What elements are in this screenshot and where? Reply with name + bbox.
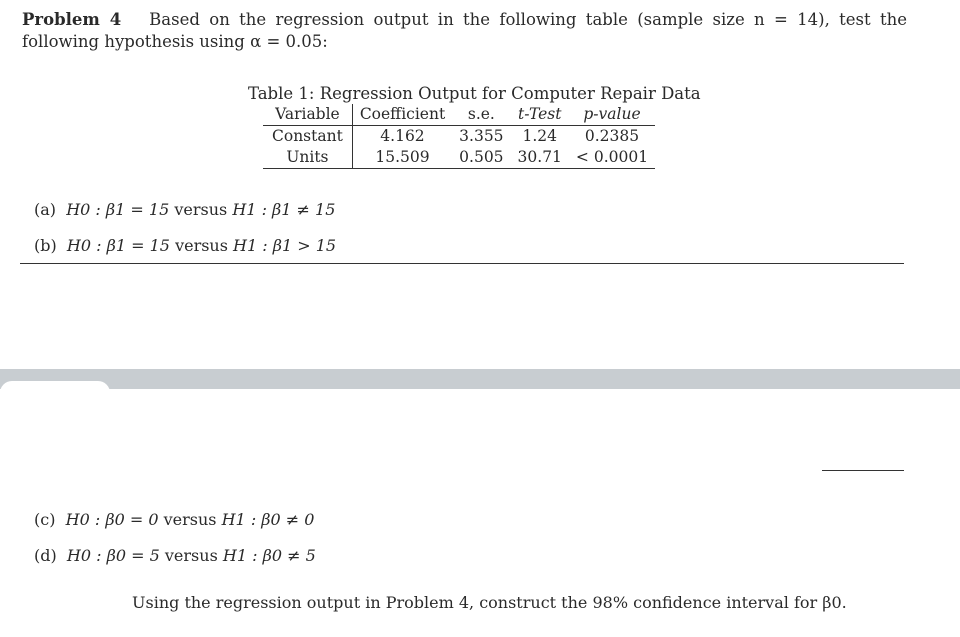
table-cell: 4.162 <box>380 127 425 145</box>
part-label: (d) <box>34 546 57 565</box>
table-caption: Table 1: Regression Output for Computer Repair Data <box>248 84 701 103</box>
section-divider <box>20 263 904 264</box>
versus-word: versus <box>175 236 228 255</box>
table-cell: 3.355 <box>459 127 504 145</box>
column-header: t-Test <box>511 104 569 126</box>
null-hypothesis: H0 : β1 = 15 <box>66 236 170 255</box>
versus-word: versus <box>163 510 217 529</box>
problem-label: Problem 4 <box>22 10 122 29</box>
part-c <box>34 510 314 529</box>
band-curve <box>0 381 110 393</box>
table-cell: Units <box>263 147 352 169</box>
null-hypothesis: H0 : β0 = 0 <box>65 510 159 529</box>
table-header-row <box>263 104 655 126</box>
problem-text: Based on the regression output in the following table (sample size n = 14), test the following hypothesis using α = 0.05: <box>22 10 907 51</box>
versus-word: versus <box>174 200 228 219</box>
null-hypothesis: H0 : β0 = 5 <box>66 546 160 565</box>
short-rule <box>822 470 904 471</box>
alt-hypothesis: H1 : β0 ≠ 5 <box>222 546 316 565</box>
regression-table <box>263 104 655 169</box>
part-label: (c) <box>34 510 56 529</box>
table-cell: 0.2385 <box>584 127 640 145</box>
column-header: Variable <box>263 104 352 126</box>
table-cell: 0.505 <box>452 147 510 169</box>
alt-hypothesis: H1 : β1 > 15 <box>233 236 337 255</box>
table-cell: Constant <box>263 126 352 148</box>
table-cell: 1.24 <box>522 127 557 145</box>
versus-word: versus <box>164 546 218 565</box>
column-header: s.e. <box>452 104 510 126</box>
confidence-interval-question: Using the regression output in Problem 4, construct the 98% confidence interval for β0. <box>132 593 847 612</box>
page-separator-band <box>0 369 960 389</box>
part-d <box>34 546 316 565</box>
alt-hypothesis: H1 : β0 ≠ 0 <box>221 510 315 529</box>
table-row <box>263 126 655 148</box>
null-hypothesis: H0 : β1 = 15 <box>66 200 170 219</box>
part-label: (a) <box>34 200 57 219</box>
column-header: Coefficient <box>352 104 452 126</box>
table-cell: 30.71 <box>511 147 569 169</box>
problem-statement <box>22 9 907 53</box>
table-row <box>263 147 655 169</box>
alt-hypothesis: H1 : β1 ≠ 15 <box>232 200 336 219</box>
table-cell: < 0.0001 <box>569 147 655 169</box>
part-a <box>34 200 335 219</box>
column-header: p-value <box>569 104 655 126</box>
part-label: (b) <box>34 236 57 255</box>
table-cell: 15.509 <box>352 147 452 169</box>
part-b <box>34 236 336 255</box>
